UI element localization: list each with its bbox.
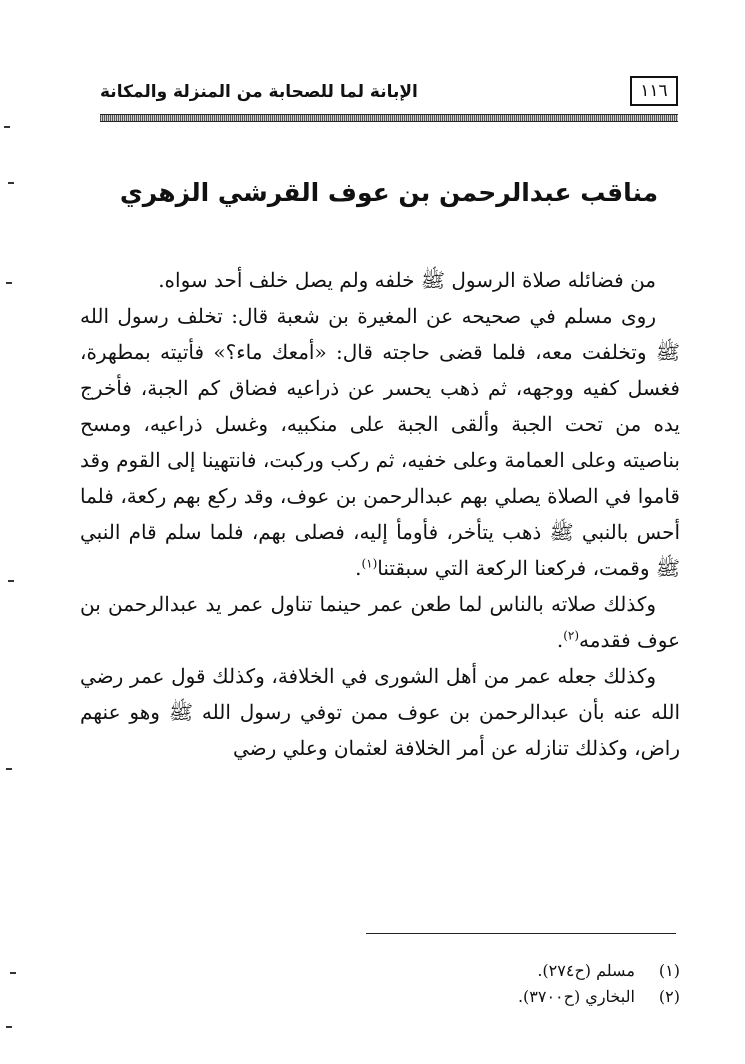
scan-mark: [6, 768, 12, 770]
paragraph-3-text: وكذلك صلاته بالناس لما طعن عمر حينما تناول عمر يد عبدالرحمن بن عوف فقدمه: [80, 592, 680, 652]
paragraph-3-period: .: [556, 628, 564, 652]
footnote-2: [380, 984, 680, 1010]
footnote-ref-2[interactable]: (٢): [563, 628, 580, 643]
scan-mark: [10, 972, 16, 974]
paragraph-1-text: من فضائله صلاة الرسول ﷺ خلفه ولم يصل خلف أحد سواه.: [158, 268, 656, 292]
paragraph-3: [80, 586, 680, 658]
footnote-ref-1[interactable]: (١): [361, 556, 378, 571]
footnote-1-number: (١): [658, 961, 680, 980]
scan-mark: [8, 182, 14, 184]
scan-mark: [6, 282, 12, 284]
footnote-divider: [366, 933, 676, 934]
scan-mark: [4, 126, 10, 128]
chapter-title: مناقب عبدالرحمن بن عوف القرشي الزهري: [119, 178, 659, 207]
scan-mark: [8, 580, 14, 582]
paragraph-2: [80, 298, 680, 586]
body-text: [80, 262, 680, 766]
paragraph-1: [80, 262, 680, 298]
page-number: ١١٦: [630, 76, 678, 106]
footnote-2-number: (٢): [658, 987, 680, 1006]
paragraph-2-text: روى مسلم في صحيحه عن المغيرة بن شعبة قال: تخلف رسول الله ﷺ وتخلفت معه، فلما قضى حاجته قال: «أمعك ماء؟» فأتيته بمطهرة، فغسل كفيه ووجهه، ثم ذهب يحسر عن ذراعيه فضاق كم الجبة، فأخرج يده من تحت الجبة وألقى الجبة على منكبيه، وغسل ذراعيه، ومسح بناصيته وعلى العمامة وعلى خفيه، ثم ركب وركبت، فانتهينا إلى القوم وقد قاموا في الصلاة يصلي بهم عبدالرحمن بن عوف، وقد ركع بهم ركعة، فلما أحس بالنبي ﷺ ذهب يتأخر، فأومأ إليه، فصلى بهم، فلما سلم قام النبي ﷺ وقمت، فركعنا الركعة التي سبقتنا: [80, 304, 680, 580]
scan-mark: [6, 1026, 12, 1028]
footnote-1-text: مسلم (ح٢٧٤).: [537, 961, 635, 980]
header-divider: [100, 114, 678, 122]
footnote-1: [380, 958, 680, 984]
footnote-2-text: البخاري (ح٣٧٠٠).: [517, 987, 635, 1006]
running-title: الإبانة لما للصحابة من المنزلة والمكانة: [100, 82, 418, 102]
paragraph-2-period: .: [355, 556, 362, 580]
paragraph-4: [80, 658, 680, 766]
footnotes: [380, 958, 680, 1010]
paragraph-4-text: وكذلك جعله عمر من أهل الشورى في الخلافة، وكذلك قول عمر رضي الله عنه بأن عبدالرحمن بن عوف ممن توفي رسول الله ﷺ وهو عنهم راض، وكذلك تنازله عن أمر الخلافة لعثمان وعلي رضي: [80, 664, 680, 760]
running-header: [100, 72, 678, 112]
